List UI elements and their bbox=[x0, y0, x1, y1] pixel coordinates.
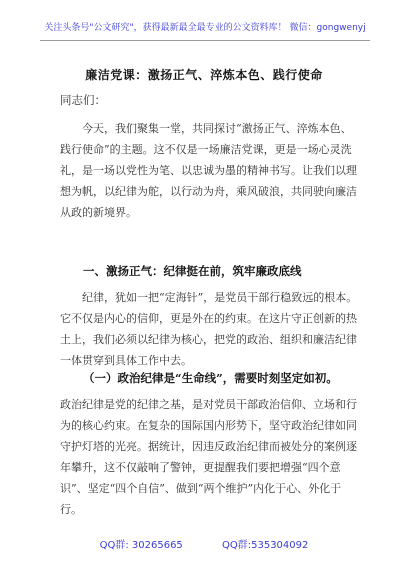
footer-qq-group-2: QQ群:535304092 bbox=[222, 540, 309, 551]
header-note: 关注头条号"公文研究"，获得最新最全最专业的公文资料库！ 微信：gongwenyj bbox=[44, 23, 366, 33]
greeting: 同志们： bbox=[60, 93, 106, 107]
intro-paragraph: 今天，我们聚集一堂，共同探讨“激扬正气、淬炼本色、践行使命”的主题。这不仅是一场廉洁党课，更是一场心灵洗礼，是一场以党性为笔、以忠诚为墨的精神书写。让我们以理想为帆，以纪律为舵，以行动为舟，乘风破浪，共同驶向廉洁从政的新境界。 bbox=[60, 122, 357, 219]
subsection-1-heading: （一）政治纪律是“生命线”，需要时刻坚定如初。 bbox=[83, 371, 338, 385]
document-title: 廉洁党课：激扬正气、淬炼本色、践行使命 bbox=[85, 68, 323, 82]
footer-contacts bbox=[0, 536, 408, 551]
section-1-heading: 一、激扬正气：纪律挺在前，筑牢廉政底线 bbox=[83, 264, 302, 278]
section-1-paragraph: 纪律，犹如一把“定海针”，是党员干部行稳致远的根本。它不仅是内心的信仰，更是外在的约束。在这片守正创新的热土上，我们必须以纪律为核心，把党的政治、组织和廉洁纪律一体贯穿到具体工作中去。 bbox=[60, 291, 358, 367]
footer-qq-group-1: QQ群: 30265665 bbox=[99, 540, 183, 551]
subsection-1-paragraph: 政治纪律是党的纪律之基，是对党员干部政治信仰、立场和行为的核心约束。在复杂的国际国内形势下，坚守政治纪律如同守护灯塔的光亮。据统计，因违反政治纪律而被处分的案例逐年攀升，这不仅敲响了警钟，更提醒我们要把增强“四个意识”、坚定“四个自信”、做到“两个维护”内化于心、外化于行。 bbox=[60, 398, 357, 516]
header-divider bbox=[40, 40, 370, 41]
